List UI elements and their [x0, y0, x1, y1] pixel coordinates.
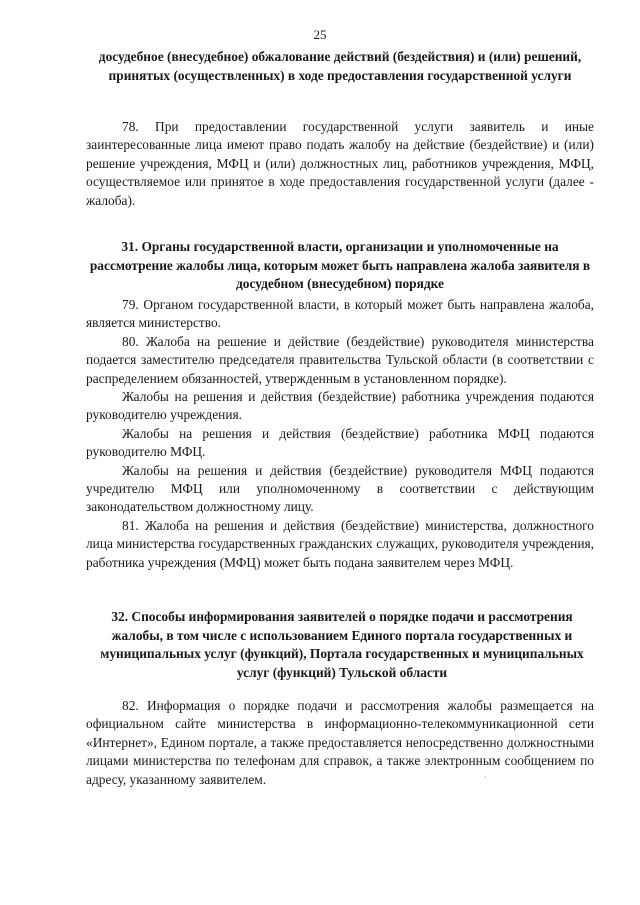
paragraph-80-mfc-head: Жалобы на решения и действия (бездействие) руководителя МФЦ подаются учредителю МФЦ или уполномоченному в соответствии с действующим законодательством должностному лицу. — [86, 462, 594, 515]
paragraph-79: 79. Органом государственной власти, в который может быть направлена жалоба, является министерство. — [86, 297, 594, 331]
paragraph-80-workers: Жалобы на решения и действия (бездействие) работника учреждения подаются руководителю учреждения. — [86, 389, 594, 423]
section-31-body — [86, 296, 594, 572]
page-number: 25 — [313, 27, 327, 42]
section-heading-appeal — [86, 48, 594, 85]
heading-appeal-text: досудебное (внесудебное) обжалование действий (бездействия) и (или) решений, принятых (осуществленных) в ходе предоставления государственной услуги — [98, 49, 582, 83]
paragraph-80-mfc-workers: Жалобы на решения и действия (бездействие) работника МФЦ подаются руководителю МФЦ. — [86, 425, 594, 460]
heading-32-text: 32. Способы информирования заявителей о порядке подачи и рассмотрения жалобы, в том числе с использованием Единого портала государственных и муниципальных услуг (функций), Портала государственных и муниципальных услуг (функций) Тульской области — [100, 609, 584, 680]
section-heading-31 — [86, 238, 594, 294]
heading-31-text: 31. Органы государственной власти, организации и уполномоченные на рассмотрение жалобы лица, которым может быть направлена жалоба заявителя в досудебном (внесудебном) порядке — [89, 239, 591, 291]
paragraph-80: 80. Жалоба на решение и действие (бездействие) руководителя министерства подается заместителю председателя правительства Тульской области (в соответствии с распределением обязанностей, утвержденным в установленном порядке). — [86, 333, 594, 386]
paragraph-81: 81. Жалоба на решения и действия (бездействие) министерства, должностного лица министерства государственных гражданских служащих, руководителя учреждения, работника учреждения (МФЦ) может быть подана заявителем через МФЦ. — [86, 517, 594, 570]
paragraph-78: 78. При предоставлении государственной услуги заявитель и иные заинтересованные лица имеют право подать жалобу на действие (бездействие) и (или) решение учреждения, МФЦ и (или) должностных лиц, работников учреждения, МФЦ, осуществляемое или принятое в ходе предоставления государственной услуги (далее - жалоба). — [86, 119, 594, 208]
section-heading-32 — [92, 608, 592, 682]
scan-mark: · — [484, 773, 487, 782]
paragraph-82-block — [86, 697, 594, 789]
paragraph-78-block — [86, 118, 594, 210]
paragraph-82: 82. Информация о порядке подачи и рассмотрения жалобы размещается на официальном сайте министерства в информационно-телекоммуникационной сети «Интернет», Едином портале, а также предоставляется непосредственно должностными лицами министерства по телефонам для справок, а также электронным сообщением по адресу, указанному заявителем. — [86, 698, 594, 787]
